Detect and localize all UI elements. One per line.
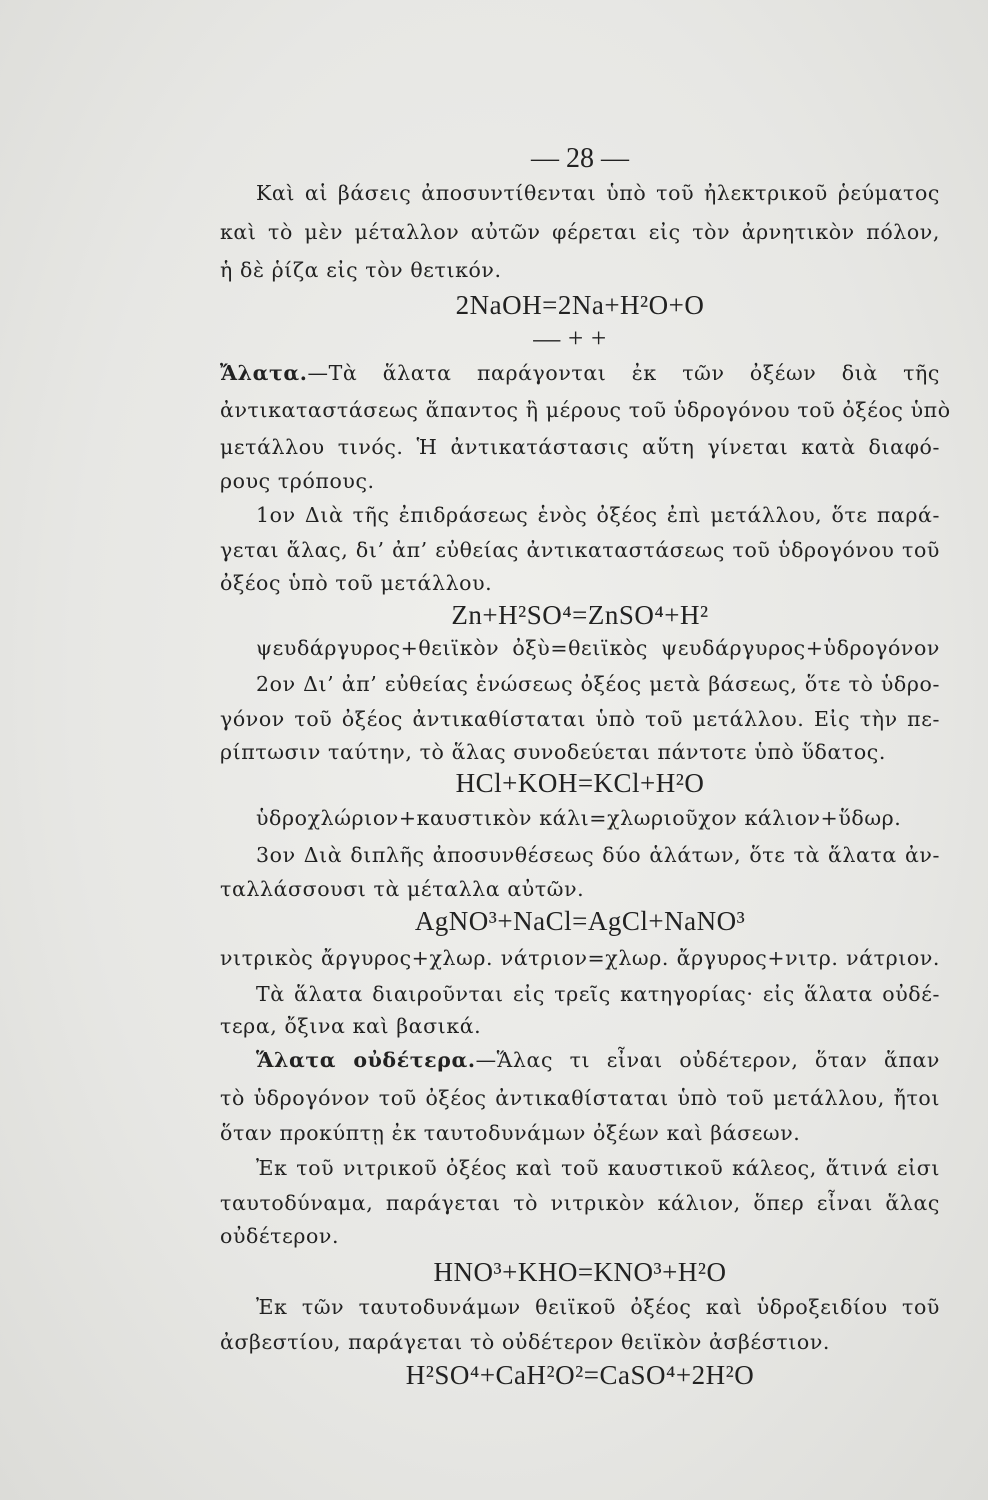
section-heading: Ἄλατα. bbox=[220, 361, 308, 385]
text-line: νιτρικὸς ἄργυρος+χλωρ. νάτριον=χλωρ. ἄργυρος+νιτρ. νάτριον. bbox=[220, 946, 940, 970]
text-line: Καὶ αἱ βάσεις ἀποσυντίθενται ὑπὸ τοῦ ἠλεκτρικοῦ ῥεύματος bbox=[256, 181, 940, 205]
text-line: γεται ἅλας, δι’ ἀπ’ εὐθείας ἀντικαταστάσεως τοῦ ὑδρογόνου τοῦ bbox=[220, 538, 940, 562]
text-line: οὐδέτερον. bbox=[220, 1224, 340, 1248]
text-line: 1ον Διὰ τῆς ἐπιδράσεως ἑνὸς ὀξέος ἐπὶ μετάλλου, ὅτε παρά- bbox=[256, 503, 940, 527]
text-line: γόνον τοῦ ὀξέος ἀντικαθίσταται ὑπὸ τοῦ μετάλλου. Εἰς τὴν πε- bbox=[220, 707, 940, 731]
text-line: καὶ τὸ μὲν μέταλλον αὐτῶν φέρεται εἰς τὸν ἀρνητικὸν πόλον, bbox=[220, 220, 940, 244]
formula: HNO³+KHO=KNO³+H²O bbox=[433, 1257, 727, 1287]
text-line: μετάλλου τινός. Ἡ ἀντικατάστασις αὕτη γίνεται κατὰ διαφό- bbox=[220, 435, 940, 459]
text-line: ταυτοδύναμα, παράγεται τὸ νιτρικὸν κάλιον, ὅπερ εἶναι ἅλας bbox=[220, 1191, 940, 1215]
text-span: —Τὰ ἅλατα παράγονται ἐκ τῶν ὀξέων διὰ τῆς bbox=[307, 361, 940, 385]
formula: AgNO³+NaCl=AgCl+NaNO³ bbox=[414, 906, 746, 936]
text-line: ἀντικαταστάσεως ἅπαντος ἢ μέρους τοῦ ὑδρογόνου τοῦ ὀξέος ὑπὸ bbox=[220, 398, 951, 422]
formula: 2NaOH=2Na+H²O+O bbox=[455, 290, 705, 320]
text-line: τερα, ὄξινα καὶ βασικά. bbox=[220, 1014, 482, 1038]
page-number: — 28 — bbox=[531, 143, 629, 174]
section-heading-line bbox=[220, 1050, 940, 1071]
text-line: ἡ δὲ ῥίζα εἰς τὸν θετικόν. bbox=[220, 258, 502, 282]
formula: HCl+KOH=KCl+H²O bbox=[455, 768, 705, 798]
text-span: —Ἅλας τι εἶναι οὐδέτερον, ὅταν ἅπαν bbox=[475, 1048, 940, 1072]
formula-charges: — + + bbox=[533, 323, 607, 353]
section-heading: Ἅλατα οὐδέτερα. bbox=[256, 1048, 476, 1072]
text-line: ὅταν προκύπτῃ ἐκ ταυτοδυνάμων ὀξέων καὶ βάσεων. bbox=[220, 1121, 801, 1145]
text-line: 2ον Δι’ ἀπ’ εὐθείας ἑνώσεως ὀξέος μετὰ βάσεως, ὅτε τὸ ὑδρο- bbox=[256, 672, 940, 696]
text-line: Ἐκ τοῦ νιτρικοῦ ὀξέος καὶ τοῦ καυστικοῦ κάλεος, ἅτινά εἰσι bbox=[256, 1156, 940, 1180]
section-heading-line bbox=[220, 363, 940, 384]
text-line: Ἐκ τῶν ταυτοδυνάμων θειϊκοῦ ὀξέος καὶ ὑδροξειδίου τοῦ bbox=[256, 1295, 940, 1319]
formula: H²SO⁴+CaH²O²=CaSO⁴+2H²O bbox=[405, 1360, 755, 1390]
text-line: ταλλάσσουσι τὰ μέταλλα αὐτῶν. bbox=[220, 877, 585, 901]
text-line: Τὰ ἅλατα διαιροῦνται εἰς τρεῖς κατηγορίας· εἰς ἅλατα οὐδέ- bbox=[256, 982, 940, 1006]
text-line: 3ον Διὰ διπλῆς ἀποσυνθέσεως δύο ἁλάτων, ὅτε τὰ ἅλατα ἀν- bbox=[256, 843, 940, 867]
text-line: ὑδροχλώριον+καυστικὸν κάλι=χλωριοῦχον κάλιον+ὕδωρ. bbox=[256, 806, 902, 830]
text-line: ὀξέος ὑπὸ τοῦ μετάλλου. bbox=[220, 571, 493, 595]
text-line: ρους τρόπους. bbox=[220, 469, 375, 493]
text-line: ἀσβεστίου, παράγεται τὸ οὐδέτερον θειϊκὸν ἀσβέστιον. bbox=[220, 1330, 831, 1354]
text-line: ψευδάργυρος+θειϊκὸν ὀξὺ=θειϊκὸς ψευδάργυρος+ὑδρογόνον bbox=[256, 636, 940, 660]
text-line: τὸ ὑδρογόνον τοῦ ὀξέος ἀντικαθίσταται ὑπὸ τοῦ μετάλλου, ἤτοι bbox=[220, 1086, 940, 1110]
formula: Zn+H²SO⁴=ZnSO⁴+H² bbox=[451, 600, 709, 630]
text-line: ρίπτωσιν ταύτην, τὸ ἅλας συνοδεύεται πάντοτε ὑπὸ ὕδατος. bbox=[220, 740, 886, 764]
